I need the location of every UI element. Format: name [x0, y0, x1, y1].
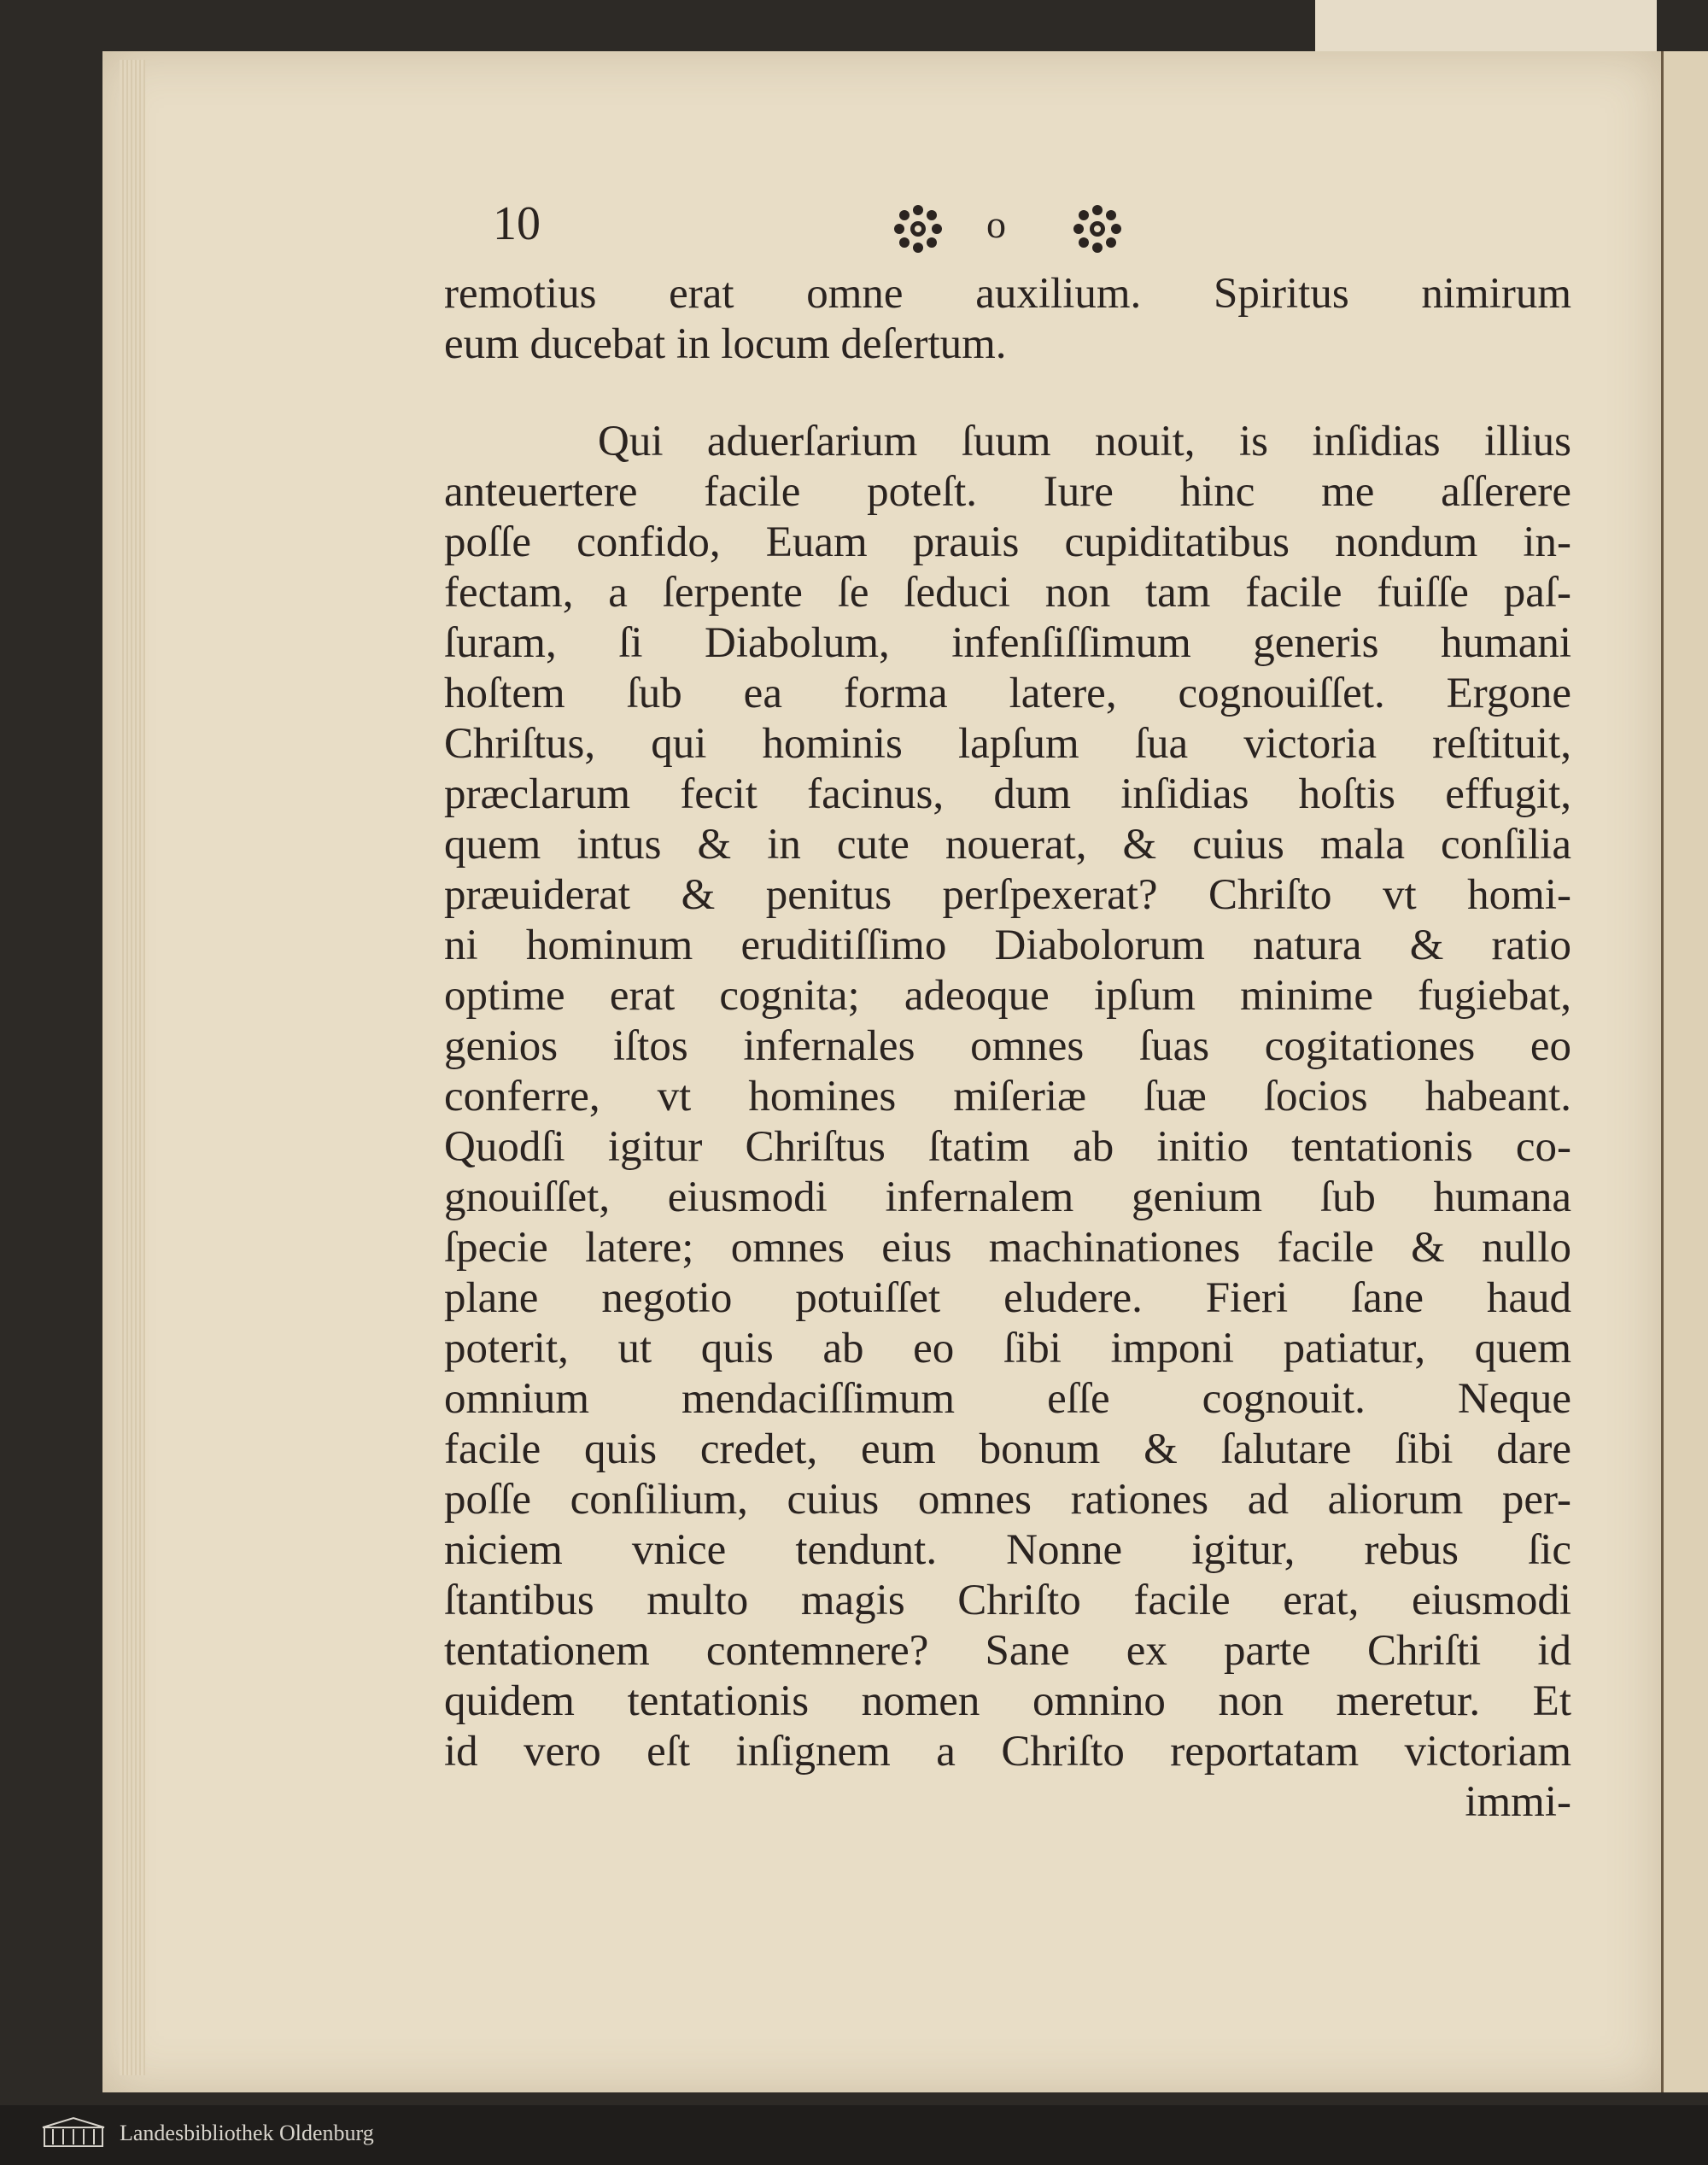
text-line: poterit, ut quis ab eo ſibi imponi patiatur, quem — [444, 1325, 1571, 1372]
text-line: genios iſtos infernales omnes ſuas cogitationes eo — [444, 1022, 1571, 1070]
text-line: quem intus & in cute nouerat, & cuius mala conſilia — [444, 821, 1571, 869]
paragraph-1 — [444, 269, 1571, 370]
text-line: id vero eſt inſignem a Chriſto reportatam victoriam — [444, 1728, 1571, 1776]
text-line: Chriſtus, qui hominis lapſum ſua victoria reſtituit, — [444, 720, 1571, 768]
text-line: tentationem contemnere? Sane ex parte Chriſti id — [444, 1627, 1571, 1675]
next-page-edge — [1661, 51, 1708, 2092]
text-line: præuiderat & penitus perſpexerat? Chriſto vt homi- — [444, 871, 1571, 919]
text-line: ni hominum eruditiſſimo Diabolorum natura & ratio — [444, 922, 1571, 969]
text-line: quidem tentationis nomen omnino non meretur. Et — [444, 1677, 1571, 1725]
text-line: anteuertere facile poteſt. Iure hinc me aſſerere — [444, 468, 1571, 516]
text-line: niciem vnice tendunt. Nonne igitur, rebus ſic — [444, 1526, 1571, 1574]
text-line: omnium mendaciſſimum eſſe cognouit. Neque — [444, 1375, 1571, 1423]
text-line: gnouiſſet, eiusmodi infernalem genium ſub humana — [444, 1173, 1571, 1221]
text-line: eum ducebat in locum deſertum. — [444, 320, 1007, 368]
page-edge — [120, 60, 145, 2075]
catchword: immi- — [1465, 1778, 1571, 1826]
left-flower-ornament-icon — [892, 203, 944, 255]
text-line: conferre, vt homines miſeriæ ſuæ ſocios habeant. — [444, 1073, 1571, 1121]
text-line: plane negotio potuiſſet eludere. Fieri ſane haud — [444, 1274, 1571, 1322]
text-line: ſtantibus multo magis Chriſto facile erat, eiusmodi — [444, 1577, 1571, 1624]
text-line: poſſe confido, Euam prauis cupiditatibus nondum in- — [444, 518, 1571, 566]
text-line: hoſtem ſub ea forma latere, cognouiſſet. Ergone — [444, 670, 1571, 717]
text-line: Qui aduerſarium ſuum nouit, is inſidias illius — [598, 418, 1571, 465]
page-number: 10 — [493, 197, 541, 250]
middle-ornament: o — [986, 202, 1006, 246]
text-line: facile quis credet, eum bonum & ſalutare ſibi dare — [444, 1425, 1571, 1473]
page-header — [474, 196, 1567, 265]
text-line: præclarum fecit facinus, dum inſidias hoſtis effugit, — [444, 770, 1571, 818]
text-line: remotius erat omne auxilium. Spiritus nimirum — [444, 270, 1571, 318]
library-name: Landesbibliothek Oldenburg — [120, 2121, 374, 2145]
body-text — [444, 269, 1571, 1828]
paragraph-2 — [444, 417, 1571, 1777]
text-line: optime erat cognita; adeoque ipſum minime fugiebat, — [444, 972, 1571, 1020]
right-flower-ornament-icon — [1072, 203, 1123, 255]
text-line: Quodſi igitur Chriſtus ſtatim ab initio tentationis co- — [444, 1123, 1571, 1171]
text-line: poſſe conſilium, cuius omnes rationes ad aliorum per- — [444, 1476, 1571, 1524]
footer-bar — [0, 2105, 1708, 2165]
library-building-icon — [39, 2115, 108, 2150]
text-line: ſuram, ſi Diabolum, infenſiſſimum generis humani — [444, 619, 1571, 667]
text-line: fectam, a ſerpente ſe ſeduci non tam facile fuiſſe paſ- — [444, 569, 1571, 617]
text-line: ſpecie latere; omnes eius machinationes facile & nullo — [444, 1224, 1571, 1272]
